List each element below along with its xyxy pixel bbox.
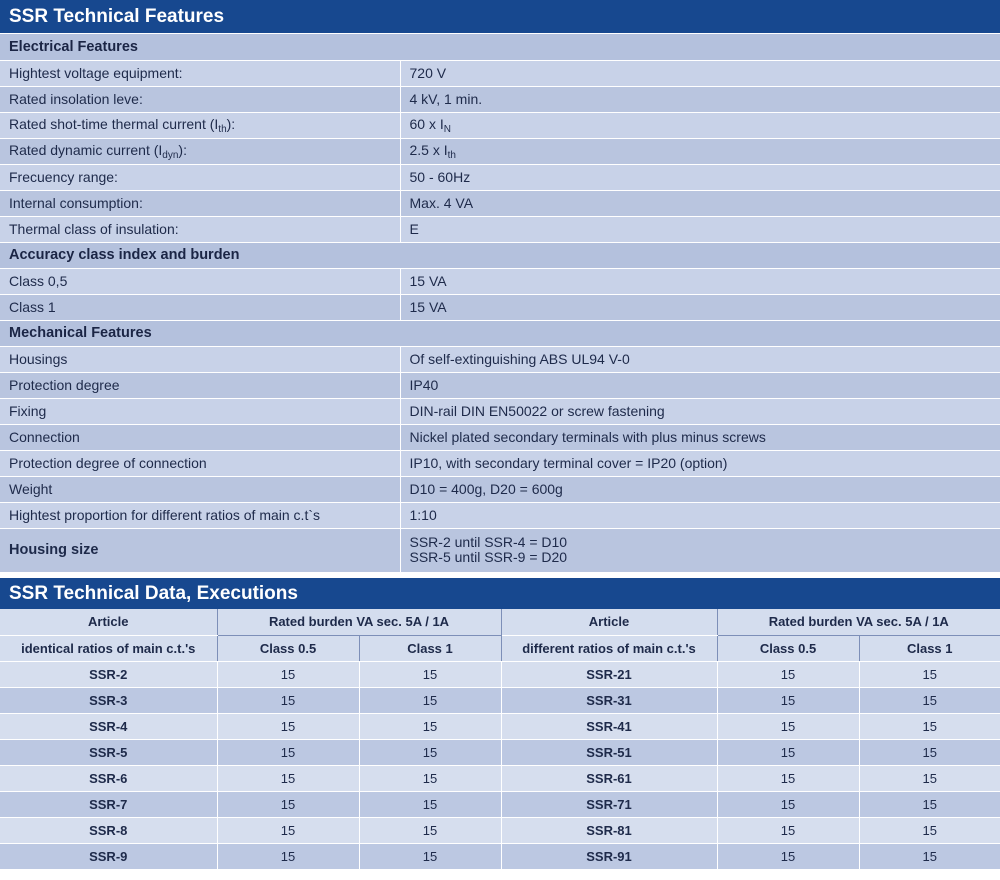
- table-row: [0, 844, 1000, 870]
- table-row: [0, 792, 1000, 818]
- table-row: [0, 216, 1000, 242]
- burden-header-left: Rated burden VA sec. 5A / 1A: [217, 609, 501, 636]
- row-label: Housing size: [0, 528, 400, 572]
- class1-header-right: Class 1: [859, 636, 1000, 662]
- table-row: [0, 60, 1000, 86]
- row-value: Max. 4 VA: [400, 190, 1000, 216]
- row-label: Thermal class of insulation:: [0, 216, 400, 242]
- burden-cell: 15: [217, 766, 359, 792]
- article-header-right: Article: [501, 609, 717, 636]
- burden-cell: 15: [359, 662, 501, 688]
- burden-cell: 15: [859, 688, 1000, 714]
- row-label: Rated dynamic current $(I_{dyn})$:: [0, 138, 400, 164]
- row-label: Internal consumption:: [0, 190, 400, 216]
- row-value: 1:10: [400, 502, 1000, 528]
- burden-cell: 15: [359, 818, 501, 844]
- table-row: [0, 86, 1000, 112]
- burden-cell: 15: [217, 714, 359, 740]
- burden-cell: 15: [359, 792, 501, 818]
- section-heading: Electrical Features: [0, 34, 1000, 60]
- burden-cell: 15: [359, 688, 501, 714]
- article-cell: SSR-4: [0, 714, 217, 740]
- table-row: [0, 346, 1000, 372]
- burden-cell: 15: [359, 766, 501, 792]
- table-row: [0, 766, 1000, 792]
- burden-cell: 15: [717, 818, 859, 844]
- burden-cell: 15: [217, 688, 359, 714]
- value-line: SSR-5 until SSR-9 = D20: [409, 549, 568, 565]
- article-cell: SSR-31: [501, 688, 717, 714]
- article-cell: SSR-81: [501, 818, 717, 844]
- burden-cell: 15: [217, 662, 359, 688]
- table-row: [0, 424, 1000, 450]
- header-row: [0, 636, 1000, 662]
- table-row: [0, 818, 1000, 844]
- table-row: [0, 164, 1000, 190]
- row-value: DIN-rail DIN EN50022 or screw fastening: [400, 398, 1000, 424]
- section-heading: Mechanical Features: [0, 320, 1000, 346]
- burden-cell: 15: [859, 792, 1000, 818]
- article-cell: SSR-6: [0, 766, 217, 792]
- class05-header-left: Class 0.5: [217, 636, 359, 662]
- burden-cell: 15: [717, 844, 859, 870]
- row-value: 15 VA: [400, 268, 1000, 294]
- row-value: Nickel plated secondary terminals with plus minus screws: [400, 424, 1000, 450]
- burden-cell: 15: [217, 844, 359, 870]
- article-cell: SSR-91: [501, 844, 717, 870]
- article-cell: SSR-71: [501, 792, 717, 818]
- table-row: [0, 688, 1000, 714]
- article-cell: SSR-7: [0, 792, 217, 818]
- row-value: 15 VA: [400, 294, 1000, 320]
- row-value: 720 V: [400, 60, 1000, 86]
- article-cell: SSR-8: [0, 818, 217, 844]
- table-row: [0, 476, 1000, 502]
- burden-cell: 15: [859, 818, 1000, 844]
- table-row: [0, 528, 1000, 572]
- row-label: Hightest voltage equipment:: [0, 60, 400, 86]
- burden-cell: 15: [859, 766, 1000, 792]
- table-row: [0, 372, 1000, 398]
- article-cell: SSR-51: [501, 740, 717, 766]
- header-row: [0, 609, 1000, 636]
- burden-cell: 15: [859, 844, 1000, 870]
- table-row: [0, 112, 1000, 138]
- row-value: 50 - 60Hz: [400, 164, 1000, 190]
- table-row: [0, 450, 1000, 476]
- burden-cell: 15: [359, 844, 501, 870]
- row-label: Hightest proportion for different ratios of main c.t`s: [0, 502, 400, 528]
- section-heading: Accuracy class index and burden: [0, 242, 1000, 268]
- row-label: Protection degree: [0, 372, 400, 398]
- table-row: [0, 740, 1000, 766]
- row-label: Fixing: [0, 398, 400, 424]
- section-electrical: [0, 34, 1000, 60]
- table-row: [0, 138, 1000, 164]
- row-value: E: [400, 216, 1000, 242]
- burden-cell: 15: [859, 662, 1000, 688]
- row-value: IP40: [400, 372, 1000, 398]
- row-label: Rated shot-time thermal current $(I_{th})$:: [0, 112, 400, 138]
- burden-cell: 15: [717, 740, 859, 766]
- row-value: 2.5 x $I_{th}$: [400, 138, 1000, 164]
- row-value: 60 x $I_N$: [400, 112, 1000, 138]
- table-row: [0, 268, 1000, 294]
- burden-cell: 15: [717, 766, 859, 792]
- article-cell: SSR-41: [501, 714, 717, 740]
- burden-cell: 15: [217, 792, 359, 818]
- article-cell: SSR-2: [0, 662, 217, 688]
- burden-header-right: Rated burden VA sec. 5A / 1A: [717, 609, 1000, 636]
- section-mechanical: [0, 320, 1000, 346]
- row-value: Of self-extinguishing ABS UL94 V-0: [400, 346, 1000, 372]
- features-table: [0, 34, 1000, 573]
- executions-title: SSR Technical Data, Executions: [0, 578, 1000, 609]
- burden-cell: 15: [359, 714, 501, 740]
- row-label: Frecuency range:: [0, 164, 400, 190]
- section-accuracy: [0, 242, 1000, 268]
- article-cell: SSR-5: [0, 740, 217, 766]
- article-subheader-left: identical ratios of main c.t.'s: [0, 636, 217, 662]
- table-row: [0, 502, 1000, 528]
- burden-cell: 15: [217, 818, 359, 844]
- row-value: D10 = 400g, D20 = 600g: [400, 476, 1000, 502]
- row-value: [400, 528, 1000, 572]
- row-label: Connection: [0, 424, 400, 450]
- article-subheader-right: different ratios of main c.t.'s: [501, 636, 717, 662]
- burden-cell: 15: [717, 792, 859, 818]
- class1-header-left: Class 1: [359, 636, 501, 662]
- table-row: [0, 294, 1000, 320]
- article-cell: SSR-9: [0, 844, 217, 870]
- burden-cell: 15: [717, 688, 859, 714]
- row-label: Weight: [0, 476, 400, 502]
- burden-cell: 15: [859, 740, 1000, 766]
- executions-table: [0, 609, 1000, 871]
- table-row: [0, 398, 1000, 424]
- burden-cell: 15: [217, 740, 359, 766]
- row-label: Housings: [0, 346, 400, 372]
- row-label: Class 0,5: [0, 268, 400, 294]
- table-row: [0, 662, 1000, 688]
- features-title: SSR Technical Features: [0, 0, 1000, 34]
- article-header-left: Article: [0, 609, 217, 636]
- article-cell: SSR-3: [0, 688, 217, 714]
- burden-cell: 15: [717, 714, 859, 740]
- burden-cell: 15: [717, 662, 859, 688]
- row-label: Class 1: [0, 294, 400, 320]
- row-value: IP10, with secondary terminal cover = IP20 (option): [400, 450, 1000, 476]
- burden-cell: 15: [859, 714, 1000, 740]
- class05-header-right: Class 0.5: [717, 636, 859, 662]
- table-row: [0, 714, 1000, 740]
- table-row: [0, 190, 1000, 216]
- article-cell: SSR-61: [501, 766, 717, 792]
- row-label: Rated insolation leve:: [0, 86, 400, 112]
- value-line: SSR-2 until SSR-4 = D10: [409, 534, 568, 550]
- article-cell: SSR-21: [501, 662, 717, 688]
- row-label: Protection degree of connection: [0, 450, 400, 476]
- row-value: 4 kV, 1 min.: [400, 86, 1000, 112]
- burden-cell: 15: [359, 740, 501, 766]
